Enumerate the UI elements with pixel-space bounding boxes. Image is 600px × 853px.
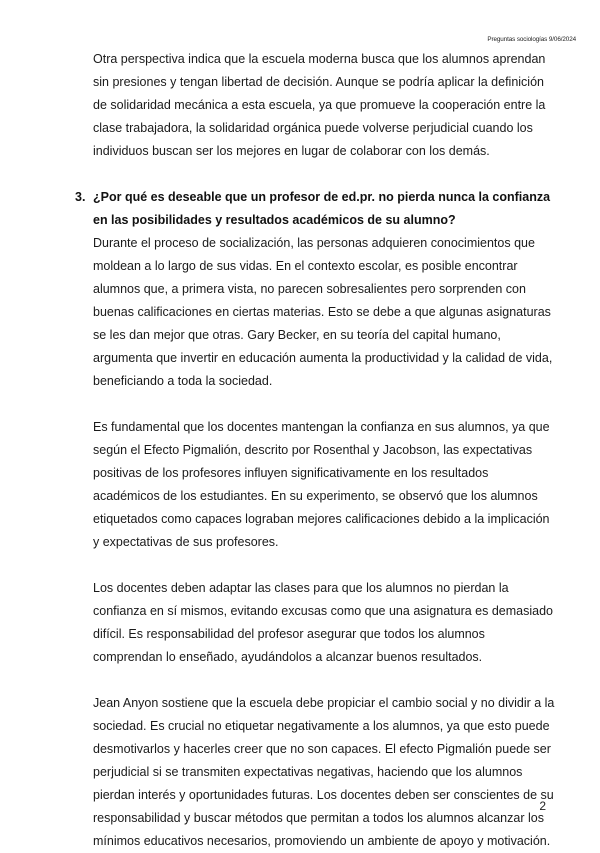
paragraph-spacer	[93, 554, 555, 577]
answer-paragraph-3: Los docentes deben adaptar las clases para que los alumnos no pierdan la confianza en sí mismos, evitando excusas como que una asignatura es demasiado difícil. Es responsabilidad del profesor asegurar que todos los alumnos comprendan lo enseñado, ayudándolos a alcanzar buenos resultados.	[93, 581, 553, 664]
question-number: 3.	[75, 190, 86, 204]
paragraph-spacer	[93, 393, 555, 416]
answer-paragraph-2: Es fundamental que los docentes mantengan la confianza en sus alumnos, ya que según el Efecto Pigmalión, descrito por Rosenthal y Jacobson, las expectativas positivas de los profesores influyen significativamente en los resultados académicos de los estudiantes. En su experimento, se observó que los alumnos etiquetados como capaces lograban mejores calificaciones debido a la implicación y expectativas de sus profesores.	[93, 420, 550, 549]
question-text: ¿Por qué es deseable que un profesor de ed.pr. no pierda nunca la confianza en las posibilidades y resultados académicos de su alumno?	[93, 190, 551, 227]
answer-paragraph-4: Jean Anyon sostiene que la escuela debe propiciar el cambio social y no dividir a la sociedad. Es crucial no etiquetar negativamente a los alumnos, ya que esto puede desmotivarlos y hacerles creer que no son capaces. El efecto Pigmalión puede ser perjudicial si se transmiten expectativas negativas, haciendo que los alumnos pierdan interés y oportunidades futuras. Los docentes deben ser conscientes de su responsabilidad y buscar métodos que permitan a todos los alumnos alcanzar los mínimos educativos necesarios, promoviendo un ambiente de apoyo y motivación.	[93, 696, 555, 848]
intro-paragraph: Otra perspectiva indica que la escuela moderna busca que los alumnos aprendan sin presiones y tengan libertad de decisión. Aunque se podría aplicar la definición de solidaridad mecánica a esta escuela, ya que promueve la cooperación entre la clase trabajadora, la solidaridad orgánica puede volverse perjudicial cuando los individuos buscan ser los mejores en lugar de colaborar con los demás.	[93, 52, 546, 158]
document-body	[75, 48, 555, 853]
question-heading	[75, 186, 555, 232]
running-header: Preguntas sociologías 9/06/2024	[487, 36, 576, 43]
paragraph-spacer	[93, 669, 555, 692]
paragraph-spacer	[93, 163, 555, 186]
page-number: 2	[539, 799, 546, 813]
answer-paragraph-1: Durante el proceso de socialización, las personas adquieren conocimientos que moldean a lo largo de sus vidas. En el contexto escolar, es posible encontrar alumnos que, a primera vista, no parecen sobresalientes pero sorprenden con buenas calificaciones en ciertas materias. Esto se debe a que algunas asignaturas se les dan mejor que otras. Gary Becker, en su teoría del capital humano, argumenta que invertir en educación aumenta la productividad y la calidad de vida, beneficiando a toda la sociedad.	[93, 236, 553, 388]
